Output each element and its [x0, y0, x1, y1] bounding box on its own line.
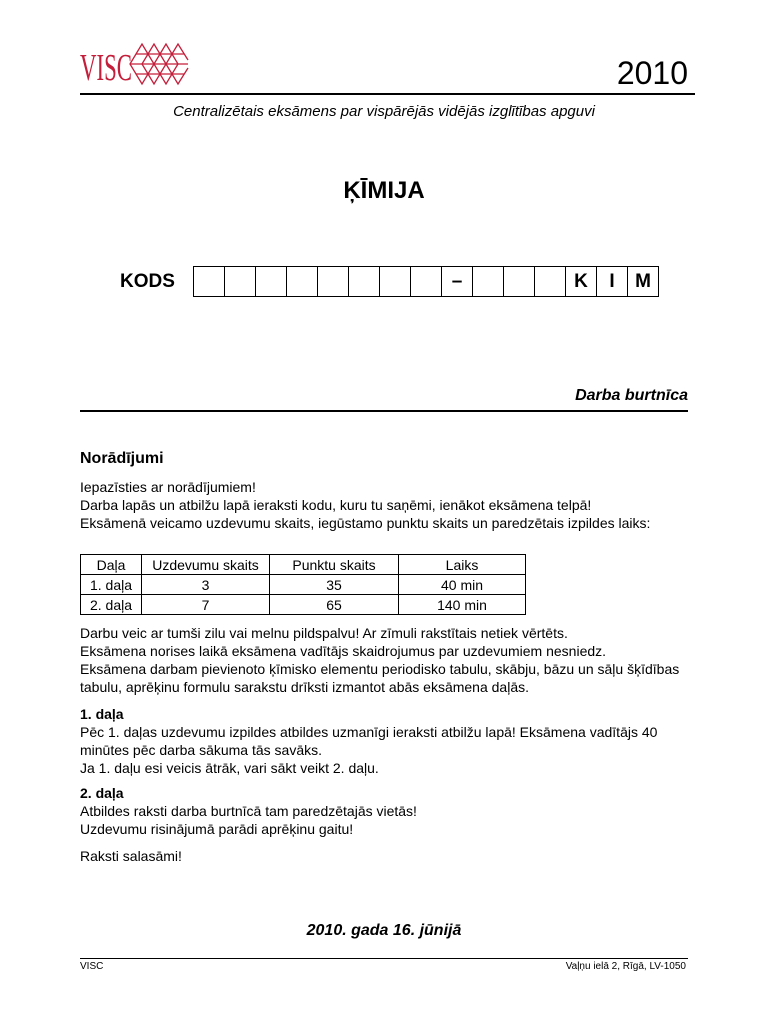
- table-cell: 7: [142, 595, 270, 615]
- table-header-row: [81, 555, 526, 575]
- instruction-line: Eksāmena norises laikā eksāmena vadītājs skaidrojumus par uzdevumiem nesniedz.: [80, 643, 607, 659]
- code-box[interactable]: [380, 267, 411, 296]
- table-cell: 2. daļa: [81, 595, 142, 615]
- code-label: KODS: [120, 271, 175, 292]
- table-cell: 140 min: [399, 595, 526, 615]
- table-cell: 40 min: [399, 575, 526, 595]
- exam-subtitle: Centralizētais eksāmens par vispārējās vidējās izglītības apguvi: [173, 103, 595, 120]
- exam-year: 2010: [616, 55, 688, 91]
- instruction-line: Darba lapās un atbilžu lapā ieraksti kodu, kuru tu saņēmi, ienākot eksāmena telpā!: [80, 497, 592, 513]
- instructions-intro: [80, 478, 690, 532]
- instruction-line: Eksāmenā veicamo uzdevumu skaits, iegūstamo punktu skaits un paredzētais izpildes laiks:: [80, 515, 651, 531]
- code-box[interactable]: [287, 267, 318, 296]
- table-row: [81, 595, 526, 615]
- instructions-heading: Norādījumi: [80, 450, 164, 467]
- subject-title: ĶĪMIJA: [343, 177, 425, 204]
- instruction-line: Atbildes raksti darba burtnīcā tam paredzētajās vietās!: [80, 803, 417, 819]
- closing-note: [80, 847, 690, 865]
- table-cell: 35: [270, 575, 399, 595]
- code-box[interactable]: K: [566, 267, 597, 296]
- code-box[interactable]: M: [635, 270, 651, 292]
- part2-title: 2. daļa: [80, 785, 124, 801]
- code-box[interactable]: [318, 267, 349, 296]
- exam-date: 2010. gada 16. jūnijā: [306, 922, 462, 939]
- code-box[interactable]: [194, 267, 225, 296]
- column-header: Uzdevumu skaits: [142, 555, 270, 575]
- instruction-line: Darbu veic ar tumši zilu vai melnu pildspalvu! Ar zīmuli rakstītais netiek vērtēts.: [80, 625, 568, 641]
- footer-org: VISC: [80, 961, 104, 972]
- code-box[interactable]: I: [597, 267, 628, 296]
- table-row: [81, 575, 526, 595]
- code-box[interactable]: –: [442, 267, 473, 296]
- instruction-line: Eksāmena darbam pievienoto ķīmisko elementu periodisko tabulu, skābju, bāzu un sāļu šķīdības tabulu, aprēķinu formulu sarakstu drīksti izmantot abās eksāmena daļās.: [80, 661, 680, 695]
- footer-address: Vaļņu ielā 2, Rīgā, LV-1050: [565, 961, 686, 972]
- part2-instructions: [80, 784, 690, 838]
- instruction-line: Pēc 1. daļas uzdevumu izpildes atbildes uzmanīgi ieraksti atbilžu lapā! Eksāmena vadītājs 40 minūtes pēc darba sākuma tās savāks.: [80, 724, 658, 758]
- table-cell: 1. daļa: [81, 575, 142, 595]
- header-divider: [80, 93, 695, 95]
- visc-logo: [80, 40, 190, 88]
- instruction-line: Ja 1. daļu esi veicis ātrāk, vari sākt veikt 2. daļu.: [80, 760, 379, 776]
- exam-parts-table: [80, 554, 526, 615]
- code-box[interactable]: [504, 267, 535, 296]
- instruction-line: Iepazīsties ar norādījumiem!: [80, 479, 256, 495]
- part1-instructions: [80, 705, 690, 777]
- instruction-line: Raksti salasāmi!: [80, 848, 182, 864]
- general-rules: [80, 624, 690, 696]
- part1-title: 1. daļa: [80, 706, 124, 722]
- table-cell: 3: [142, 575, 270, 595]
- instruction-line: Uzdevumu risinājumā parādi aprēķinu gaitu!: [80, 821, 354, 837]
- column-header: Daļa: [81, 555, 142, 575]
- column-header: Punktu skaits: [270, 555, 399, 575]
- column-header: Laiks: [399, 555, 526, 575]
- code-box[interactable]: [411, 267, 442, 296]
- code-box[interactable]: [473, 267, 504, 296]
- code-boxes: [193, 266, 659, 297]
- footer-divider: [80, 958, 688, 959]
- notebook-label: Darba burtnīca: [575, 387, 688, 404]
- section-divider: [80, 410, 688, 412]
- code-box[interactable]: [535, 267, 566, 296]
- table-cell: 65: [270, 595, 399, 615]
- code-box[interactable]: [225, 267, 256, 296]
- code-box[interactable]: [349, 267, 380, 296]
- code-box[interactable]: [256, 267, 287, 296]
- svg-text:VISC: VISC: [80, 47, 132, 88]
